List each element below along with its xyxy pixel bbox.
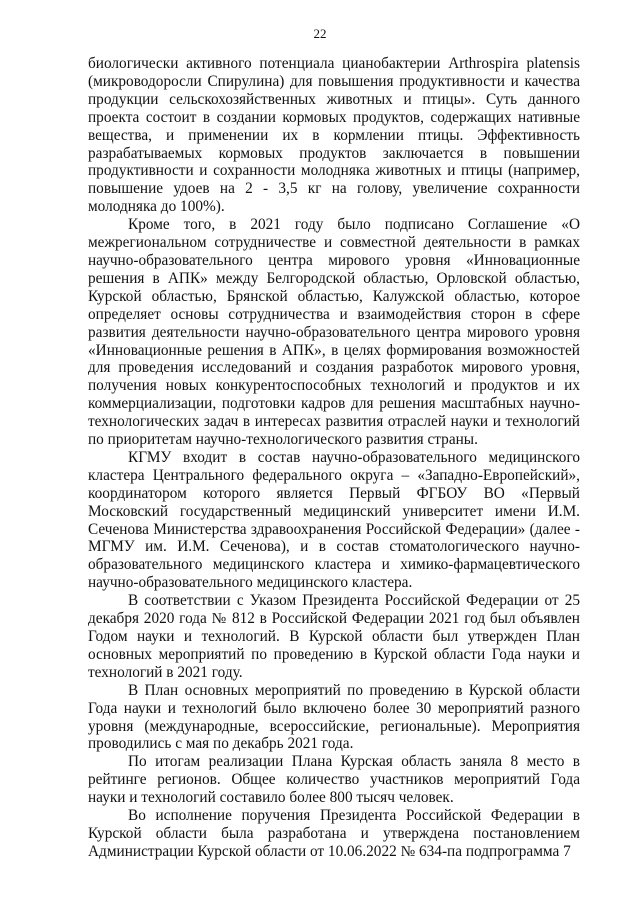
body-text — [88, 55, 580, 861]
paragraph-spirulina-project: биологически активного потенциала цианобактерии Arthrospira platensis (микроводоросли Спирулина) для повышения продуктивности и качества продукции сельскохозяйственных животных и птицы». Суть данного проекта состоит в создании кормовых продуктов, содержащих нативные вещества, и применении их в кормлении птицы. Эффективность разрабатываемых кормовых продуктов заключается в повышении продуктивности и сохранности молодняка животных и птицы (например, повышение удоев на 2 - 3,5 кг на голову, увеличение сохранности молодняка до 100%). — [88, 55, 580, 216]
paragraph-events-plan: В План основных мероприятий по проведению в Курской области Года науки и технологий было включено более 30 мероприятий разного уровня (международные, всероссийские, региональные). Мероприятия проводились с мая по декабрь 2021 года. — [88, 681, 580, 753]
page-number: 22 — [313, 26, 327, 41]
paragraph-presidential-instruction: Во исполнение поручения Президента Российской Федерации в Курской области была разработана и утверждена постановлением Администрации Курской области от 10.06.2022 № 634-па подпрограмма 7 — [88, 807, 580, 860]
paragraph-kgmu-cluster: КГМУ входит в состав научно-образовательного медицинского кластера Центрального федерального округа – «Западно-Европейский», координатором которого является Первый ФГБОУ ВО «Первый Московский государственный медицинский университет имени И.М. Сеченова Министерства здравоохранения Российской Федерации» (далее - МГМУ им. И.М. Сеченова), и в состав стоматологического научно-образовательного медицинского кластера и химико-фармацевтического научно-образовательного медицинского кластера. — [88, 448, 580, 592]
paragraph-ranking-results: По итогам реализации Плана Курская область заняла 8 место в рейтинге регионов. Общее количество участников мероприятий Года науки и технологий составило более 800 тысяч человек. — [88, 753, 580, 807]
paragraph-interregional-agreement: Кроме того, в 2021 году было подписано Соглашение «О межрегиональном сотрудничестве и совместной деятельности в рамках научно-образовательного центра мирового уровня «Инновационные решения в АПК» между Белгородской областью, Орловской областью, Курской областью, Брянской областью, Калужской областью, которое определяет основы сотрудничества и взаимодействия сторон в сфере развития деятельности научно-образовательного центра мирового уровня «Инновационные решения в АПК», в целях формирования возможностей для проведения исследований и создания разработок мирового уровня, получения новых конкурентоспособных технологий и продуктов и их коммерциализации, подготовки кадров для решения масштабных научно-технологических задач в интересах развития отраслей науки и технологий по приоритетам научно-технологического развития страны. — [88, 216, 580, 449]
paragraph-year-of-science-decree: В соответствии с Указом Президента Российской Федерации от 25 декабря 2020 года № 812 в Российской Федерации 2021 год был объявлен Годом науки и технологий. В Курской области был утвержден План основных мероприятий по проведению в Курской области Года науки и технологий в 2021 году. — [88, 592, 580, 681]
